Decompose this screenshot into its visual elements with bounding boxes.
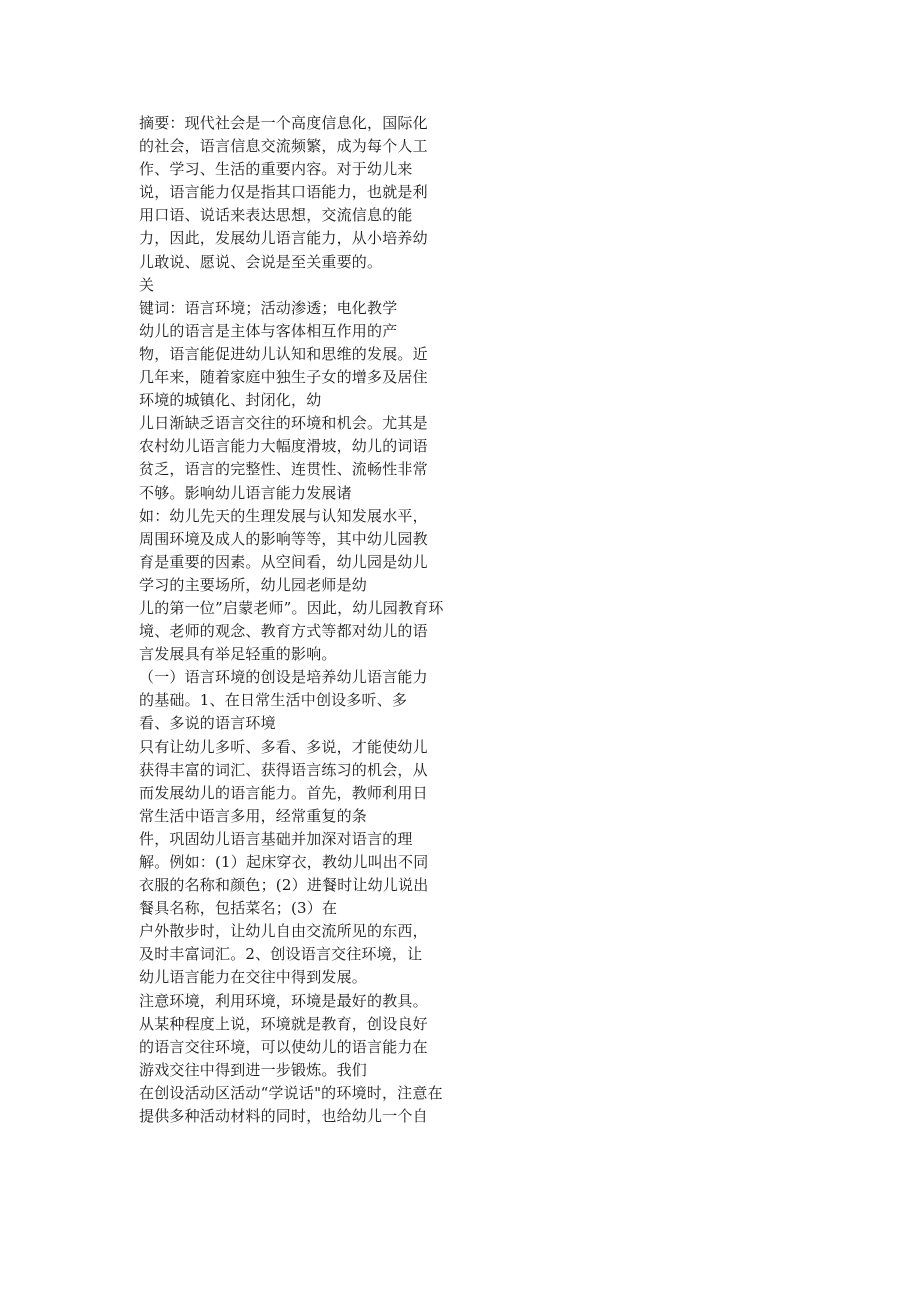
text-line: 注意环境，利用环境，环境是最好的教具。: [139, 991, 428, 1010]
text-line: 只有让幼儿多听、多看、多说，才能使幼儿: [139, 737, 428, 756]
text-line: 常生活中语言多用，经常重复的条: [139, 806, 368, 825]
text-line: 幼儿的语言是主体与客体相互作用的产: [139, 321, 398, 340]
text-line: 用口语、说话来表达思想，交流信息的能: [139, 206, 413, 225]
text-line: 件，巩固幼儿语言基础并加深对语言的理: [139, 829, 413, 848]
text-line: 环境的城镇化、封闭化，幼: [139, 391, 322, 410]
text-line: 儿敢说、愿说、会说是至关重要的。: [139, 252, 383, 271]
text-line: 周围环境及成人的影响等等，其中幼儿园教: [139, 529, 428, 548]
text-line: 育是重要的因素。从空间看，幼儿园是幼儿: [139, 552, 428, 571]
text-line: 贫乏，语言的完整性、连贯性、流畅性非常: [139, 460, 428, 479]
text-line: 力，因此，发展幼儿语言能力，从小培养幼: [139, 229, 428, 248]
text-line: 儿的第一位”启蒙老师”。因此，幼儿园教育环: [139, 598, 444, 617]
text-line: （一）语言环境的创设是培养幼儿语言能力: [139, 668, 428, 687]
text-line: 获得丰富的词汇、获得语言练习的机会，从: [139, 760, 428, 779]
text-line: 从某种程度上说，环境就是教育，创设良好: [139, 1014, 428, 1033]
text-line: 作、学习、生活的重要内容。对于幼儿来: [139, 160, 413, 179]
text-line: 儿日渐缺乏语言交往的环境和机会。尤其是: [139, 414, 428, 433]
text-line: 看、多说的语言环境: [139, 714, 276, 733]
text-line: 说，语言能力仅是指其口语能力，也就是利: [139, 183, 428, 202]
text-line: 摘要：现代社会是一个高度信息化，国际化: [139, 114, 428, 132]
text-line: 的社会，语言信息交流频繁，成为每个人工: [139, 137, 428, 156]
text-line: 境、老师的观念、教育方式等都对幼儿的语: [139, 622, 428, 641]
text-line: 农村幼儿语言能力大幅度滑坡，幼儿的词语: [139, 437, 428, 456]
text-line: 键词：语言环境；活动渗透；电化教学: [139, 298, 398, 317]
text-line: 的基础。1、在日常生活中创设多听、多: [139, 691, 408, 710]
text-line: 解。例如：(1）起床穿衣，教幼儿叫出不同: [139, 853, 429, 871]
text-line: 提供多种活动材料的同时，也给幼儿一个自: [139, 1107, 428, 1126]
text-line: 而发展幼儿的语言能力。首先，教师利用日: [139, 783, 428, 802]
text-line: 在创设活动区活动“学说话"的环境时，注意在: [139, 1083, 443, 1102]
text-line: 如：幼儿先天的生理发展与认知发展水平，: [139, 506, 428, 525]
text-line: 物，语言能促进幼儿认知和思维的发展。近: [139, 344, 428, 363]
text-line: 关: [139, 275, 155, 294]
body-text: [139, 112, 479, 1128]
text-line: 衣服的名称和颜色；(2）进餐时让幼儿说出: [139, 876, 429, 895]
text-line: 及时丰富词汇。2、创设语言交往环境，让: [139, 945, 423, 964]
text-line: 餐具名称，包括菜名；(3）在: [139, 899, 338, 918]
text-line: 几年来，随着家庭中独生子女的增多及居住: [139, 368, 428, 387]
text-line: 言发展具有举足轻重的影响。: [139, 645, 337, 664]
text-line: 游戏交往中得到进一步锻炼。我们: [139, 1060, 368, 1079]
text-line: 幼儿语言能力在交往中得到发展。: [139, 968, 368, 987]
text-line: 户外散步时，让幼儿自由交流所见的东西，: [139, 922, 428, 941]
text-line: 学习的主要场所，幼儿园老师是幼: [139, 575, 368, 594]
text-line: 的语言交往环境，可以使幼儿的语言能力在: [139, 1037, 428, 1056]
text-line: 不够。影响幼儿语言能力发展诸: [139, 483, 352, 502]
